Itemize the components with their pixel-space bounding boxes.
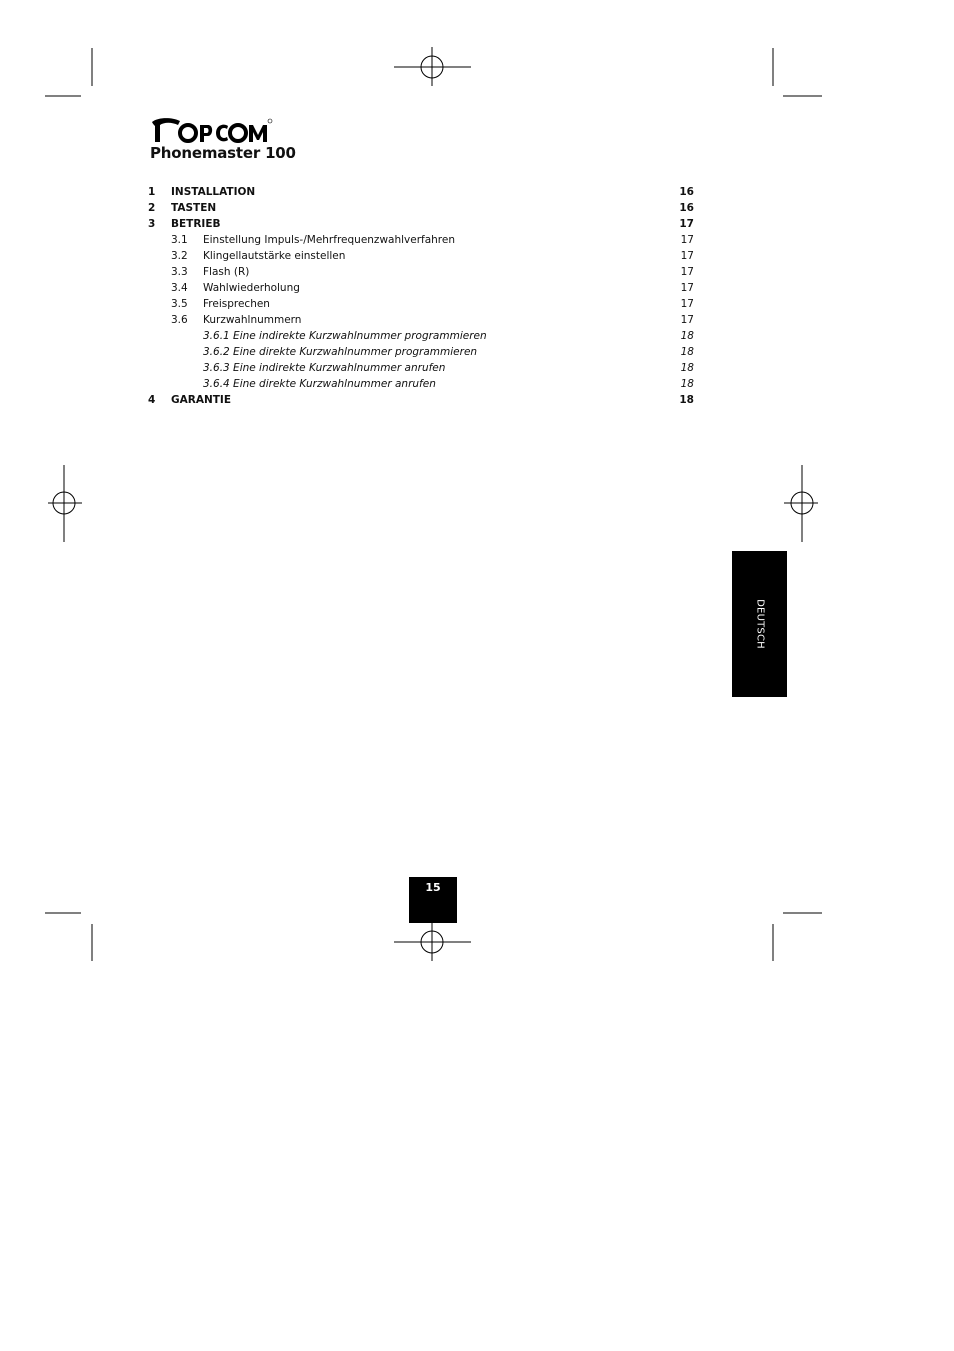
toc-label: 3.6.4 Eine direkte Kurzwahlnummer anrufen (203, 378, 436, 390)
toc-label: Einstellung Impuls-/Mehrfrequenzwahlverfahren (203, 234, 456, 246)
toc-label: Freisprechen (203, 298, 270, 310)
toc-label: 3.6.1 Eine indirekte Kurzwahlnummer programmieren (203, 330, 487, 342)
toc-page: 18 (680, 378, 694, 390)
toc-label: INSTALLATION (171, 186, 256, 198)
toc-entry[interactable] (148, 216, 694, 232)
toc-entry[interactable] (148, 344, 694, 360)
toc-page: 17 (680, 234, 694, 246)
toc-entry[interactable] (148, 280, 694, 296)
toc-page: 18 (680, 330, 694, 342)
language-tab (732, 551, 787, 697)
toc-page: 17 (680, 266, 694, 278)
toc-label: 3.6.2 Eine direkte Kurzwahlnummer programmieren (203, 346, 478, 358)
toc-entry[interactable] (148, 184, 694, 200)
toc-number: 3.5 (171, 298, 188, 310)
toc-entry[interactable] (148, 232, 694, 248)
toc-page: 17 (680, 282, 694, 294)
toc-label: BETRIEB (171, 218, 221, 230)
toc-page: 16 (679, 186, 694, 198)
toc-number: 3.4 (171, 282, 188, 294)
toc-page: 18 (680, 362, 694, 374)
toc-entry[interactable] (148, 296, 694, 312)
table-of-contents (148, 184, 694, 408)
toc-entry[interactable] (148, 312, 694, 328)
toc-entry[interactable] (148, 376, 694, 392)
toc-page: 17 (680, 298, 694, 310)
toc-number: 1 (148, 186, 156, 198)
toc-number: 3.2 (171, 250, 188, 262)
toc-entry[interactable] (148, 248, 694, 264)
page-number: 15 (425, 881, 441, 894)
language-tab-label: DEUTSCH (754, 599, 765, 649)
toc-entry[interactable] (148, 360, 694, 376)
toc-entry[interactable] (148, 200, 694, 216)
toc-number: 3.6 (171, 314, 188, 326)
toc-label: 3.6.3 Eine indirekte Kurzwahlnummer anrufen (203, 362, 446, 374)
toc-label: Kurzwahlnummern (203, 314, 302, 326)
toc-page: 17 (680, 250, 694, 262)
registration-mark-icon (48, 465, 82, 542)
toc-page: 18 (679, 394, 694, 406)
toc-number: 3.3 (171, 266, 188, 278)
toc-page: 17 (679, 218, 694, 230)
toc-entry[interactable] (148, 264, 694, 280)
registration-mark-icon (784, 465, 818, 542)
toc-page: 16 (679, 202, 694, 214)
topcom-logo-icon (150, 116, 276, 146)
toc-number: 3.1 (171, 234, 188, 246)
product-title: Phonemaster 100 (150, 144, 296, 162)
toc-label: Wahlwiederholung (203, 282, 300, 294)
toc-number: 4 (148, 394, 156, 406)
toc-entry[interactable] (148, 328, 694, 344)
toc-label: Flash (R) (203, 266, 250, 278)
registration-mark-icon (394, 47, 471, 86)
toc-number: 3 (148, 218, 156, 230)
toc-number: 2 (148, 202, 156, 214)
page-number-box (409, 877, 457, 923)
toc-label: GARANTIE (171, 394, 231, 406)
toc-label: Klingellautstärke einstellen (203, 250, 346, 262)
toc-entry[interactable] (148, 392, 694, 408)
toc-page: 17 (680, 314, 694, 326)
toc-page: 18 (680, 346, 694, 358)
toc-label: TASTEN (171, 202, 217, 214)
registration-mark-icon (394, 923, 471, 961)
